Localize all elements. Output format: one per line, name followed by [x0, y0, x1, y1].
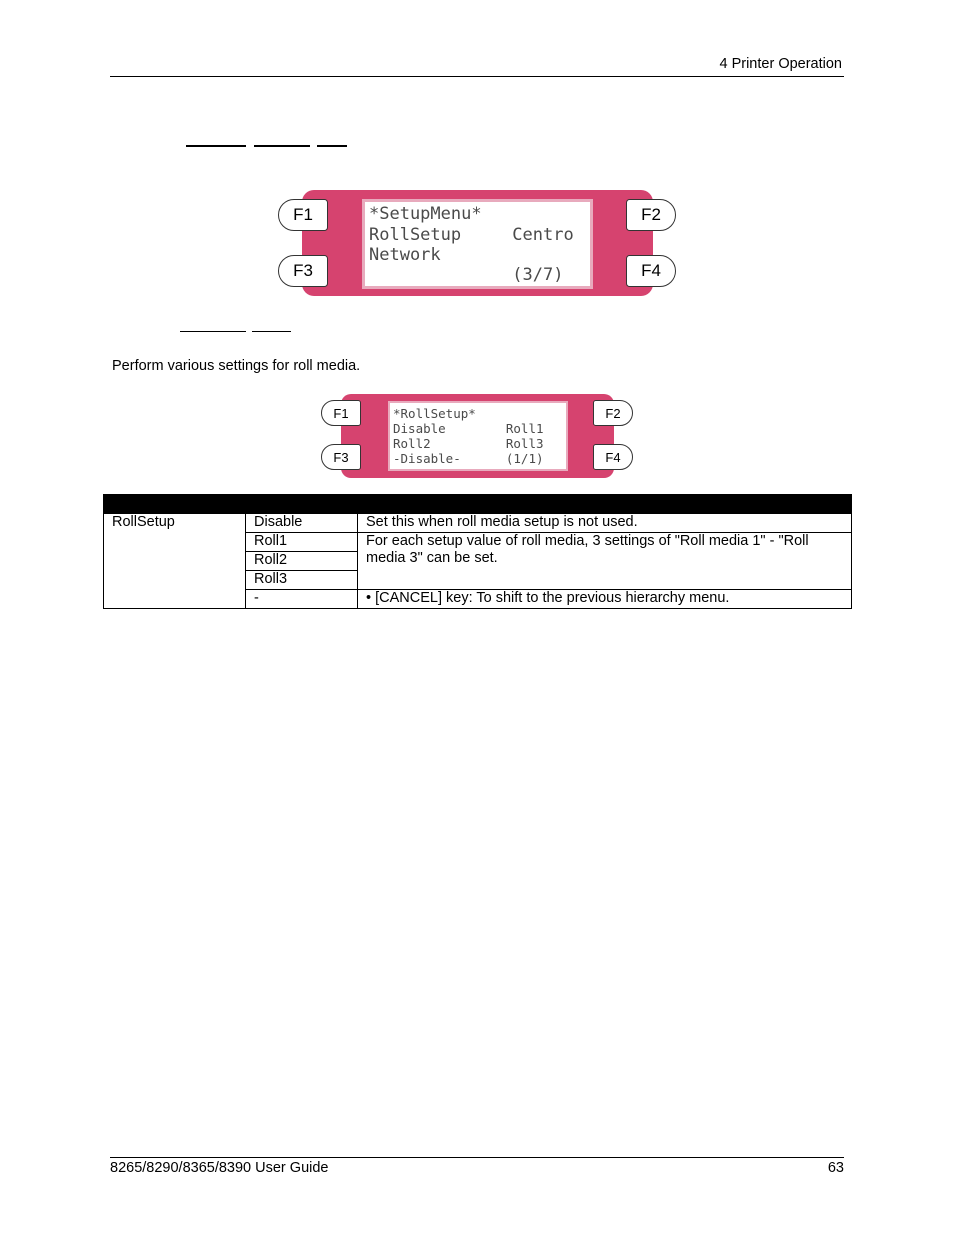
desc-cell: Set this when roll media setup is not used. [358, 514, 852, 533]
header-rule [110, 76, 844, 77]
lcd-screen [362, 199, 593, 289]
item-cell: - [246, 590, 358, 609]
heading-underline-2 [254, 145, 310, 147]
lcd-line-3: Roll2 Roll3 [393, 436, 544, 451]
lcd-screen [388, 401, 568, 471]
lcd-line-2: RollSetup Centro [369, 225, 574, 245]
table-header-cell [358, 495, 852, 514]
desc-cell: For each setup value of roll media, 3 settings of "Roll media 1" - "Roll media 3" can be set. [358, 533, 852, 590]
f3-key[interactable]: F3 [278, 255, 328, 287]
footer-rule [110, 1157, 844, 1158]
item-cell: Roll3 [246, 571, 358, 590]
lcd-line-4: (3/7) [369, 265, 564, 285]
item-cell: Roll1 [246, 533, 358, 552]
f1-key[interactable]: F1 [321, 400, 361, 426]
lcd-line-1: *SetupMenu* [369, 204, 482, 224]
f2-key[interactable]: F2 [626, 199, 676, 231]
heading-underline-1 [186, 145, 246, 147]
running-header: 4 Printer Operation [719, 56, 842, 72]
table-header-row [104, 495, 852, 514]
intro-text: Perform various settings for roll media. [112, 358, 361, 374]
table-header-cell [104, 495, 246, 514]
lcd-line-3: Network [369, 245, 441, 265]
f4-key[interactable]: F4 [593, 444, 633, 470]
table-row [104, 514, 852, 533]
f2-key[interactable]: F2 [593, 400, 633, 426]
f3-key[interactable]: F3 [321, 444, 361, 470]
item-cell: Disable [246, 514, 358, 533]
lcd-panel-roll-setup [341, 394, 614, 478]
desc-cell: • [CANCEL] key: To shift to the previous hierarchy menu. [358, 590, 852, 609]
item-cell: Roll2 [246, 552, 358, 571]
lcd-line-2: Disable Roll1 [393, 421, 544, 436]
lcd-line-1: *RollSetup* [393, 406, 476, 421]
table-header-cell [246, 495, 358, 514]
heading-underline-3 [317, 145, 347, 147]
page-number: 63 [827, 1160, 844, 1176]
f1-key[interactable]: F1 [278, 199, 328, 231]
subheading-underline-2 [252, 331, 291, 332]
roll-setup-table [103, 494, 852, 609]
footer-guide-title: 8265/8290/8365/8390 User Guide [110, 1160, 329, 1176]
lcd-panel-setup-menu [302, 190, 653, 296]
lcd-line-4: -Disable- (1/1) [393, 451, 544, 466]
menu-cell: RollSetup [104, 514, 246, 609]
f4-key[interactable]: F4 [626, 255, 676, 287]
subheading-underline-1 [180, 331, 246, 332]
